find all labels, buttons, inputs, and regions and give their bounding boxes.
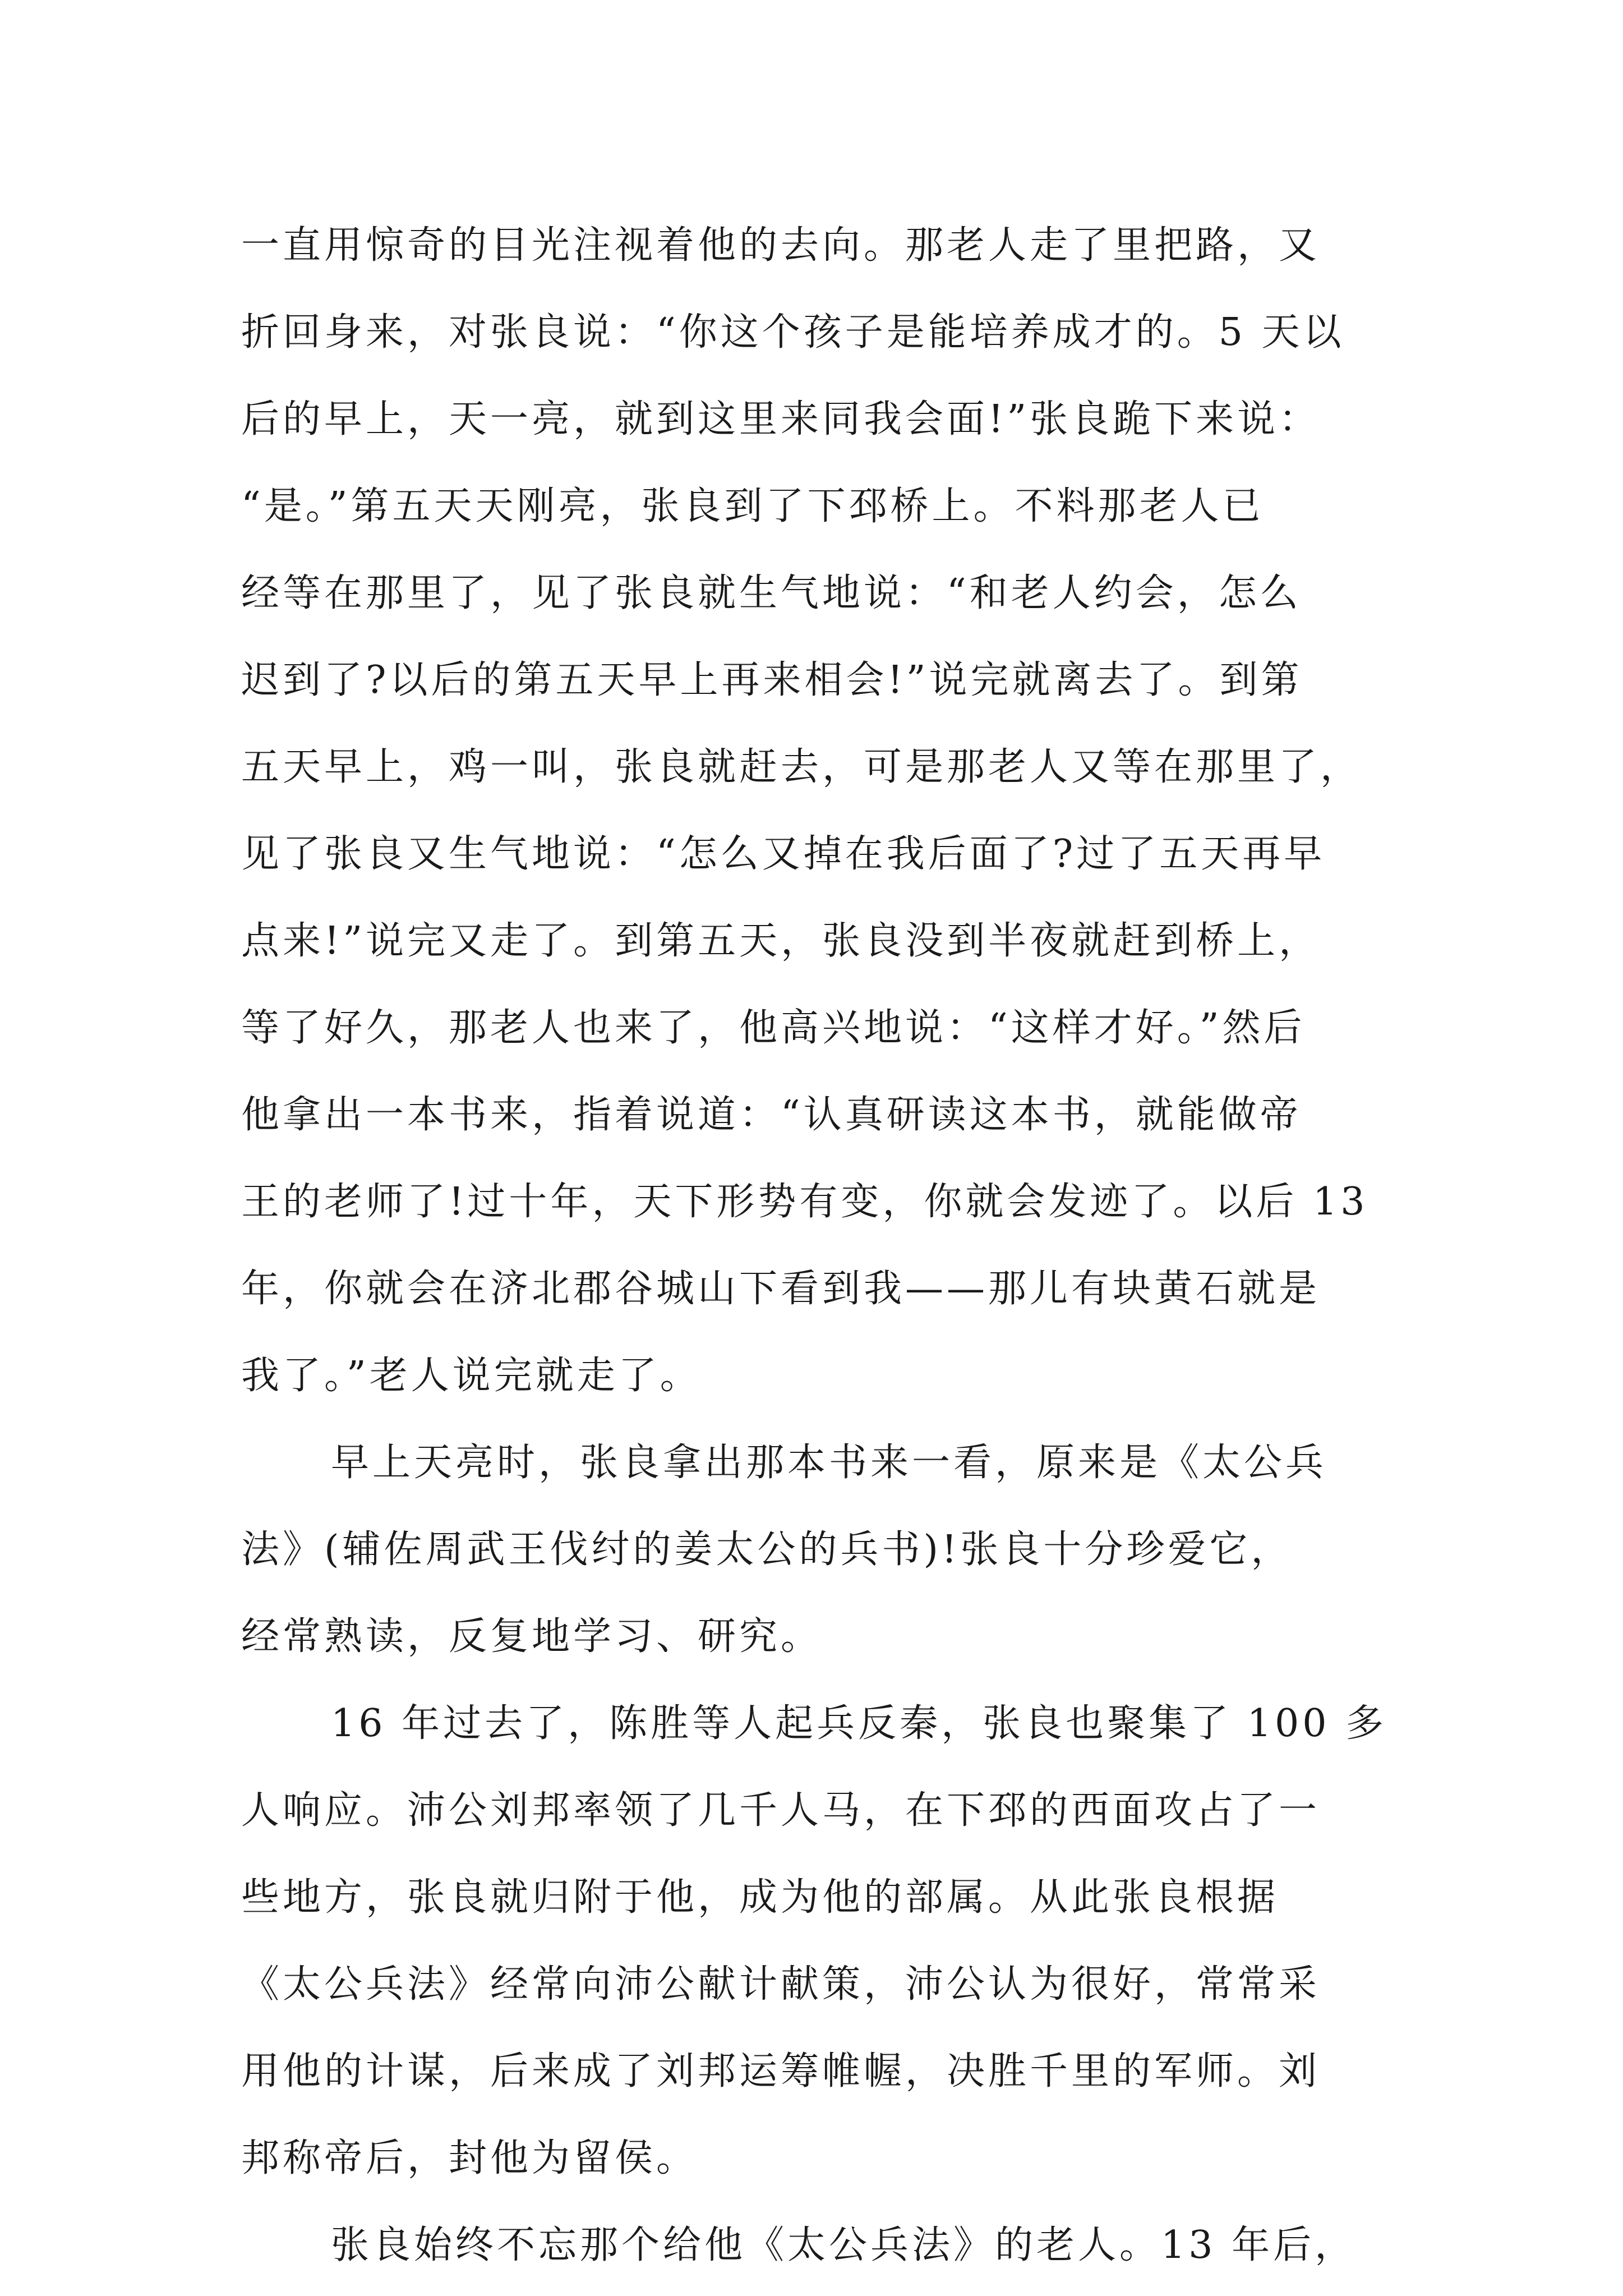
paragraph-first-line: 张良始终不忘那个给他《太公兵法》的老人。13 年后， xyxy=(331,2223,1357,2267)
text-line: “是。”第五天天刚亮，张良到了下邳桥上。不料那老人已 xyxy=(241,484,1264,528)
text-line: 点来!”说完又走了。到第五天，张良没到半夜就赶到桥上， xyxy=(241,919,1321,963)
text-line: 一直用惊奇的目光注视着他的去向。那老人走了里把路，又 xyxy=(241,223,1321,268)
text-line: 等了好久，那老人也来了，他高兴地说：“这样才好。”然后 xyxy=(241,1006,1306,1050)
text-line: 他拿出一本书来，指着说道：“认真研读这本书，就能做帝 xyxy=(241,1093,1302,1137)
body-text xyxy=(241,202,1396,2289)
text-line: 经常熟读，反复地学习、研究。 xyxy=(241,1614,823,1659)
text-line: 见了张良又生气地说：“怎么又掉在我后面了?过了五天再早 xyxy=(241,832,1326,876)
text-line: 五天早上，鸡一叫，张良就赶去，可是那老人又等在那里了， xyxy=(241,745,1362,789)
paragraph-first-line: 早上天亮时，张良拿出那本书来一看，原来是《太公兵 xyxy=(331,1441,1327,1485)
text-line: 用他的计谋，后来成了刘邦运筹帷幄，决胜千里的军师。刘 xyxy=(241,2049,1321,2093)
text-line: 折回身来，对张良说：“你这个孩子是能培养成才的。5 天以 xyxy=(241,310,1345,355)
text-line: 后的早上，天一亮，就到这里来同我会面!”张良跪下来说： xyxy=(241,397,1321,441)
text-line: 年，你就会在济北郡谷城山下看到我——那儿有块黄石就是 xyxy=(241,1267,1321,1311)
text-line: 人响应。沛公刘邦率领了几千人马，在下邳的西面攻占了一 xyxy=(241,1788,1321,1833)
text-line: 法》(辅佐周武王伐纣的姜太公的兵书)!张良十分珍爱它， xyxy=(241,1527,1293,1572)
text-line: 邦称帝后，封他为留侯。 xyxy=(241,2136,698,2180)
text-line: 《太公兵法》经常向沛公献计献策，沛公认为很好，常常采 xyxy=(241,1962,1321,2007)
text-line: 迟到了?以后的第五天早上再来相会!”说完就离去了。到第 xyxy=(241,658,1303,702)
text-line: 王的老师了!过十年，天下形势有变，你就会发迹了。以后 13 xyxy=(241,1180,1368,1224)
text-line: 经等在那里了，见了张良就生气地说：“和老人约会，怎么 xyxy=(241,571,1302,615)
text-line: 些地方，张良就归附于他，成为他的部属。从此张良根据 xyxy=(241,1875,1279,1920)
paragraph-first-line: 16 年过去了，陈胜等人起兵反秦，张良也聚集了 100 多 xyxy=(331,1701,1387,1746)
text-line: 我了。”老人说完就走了。 xyxy=(241,1354,702,1398)
